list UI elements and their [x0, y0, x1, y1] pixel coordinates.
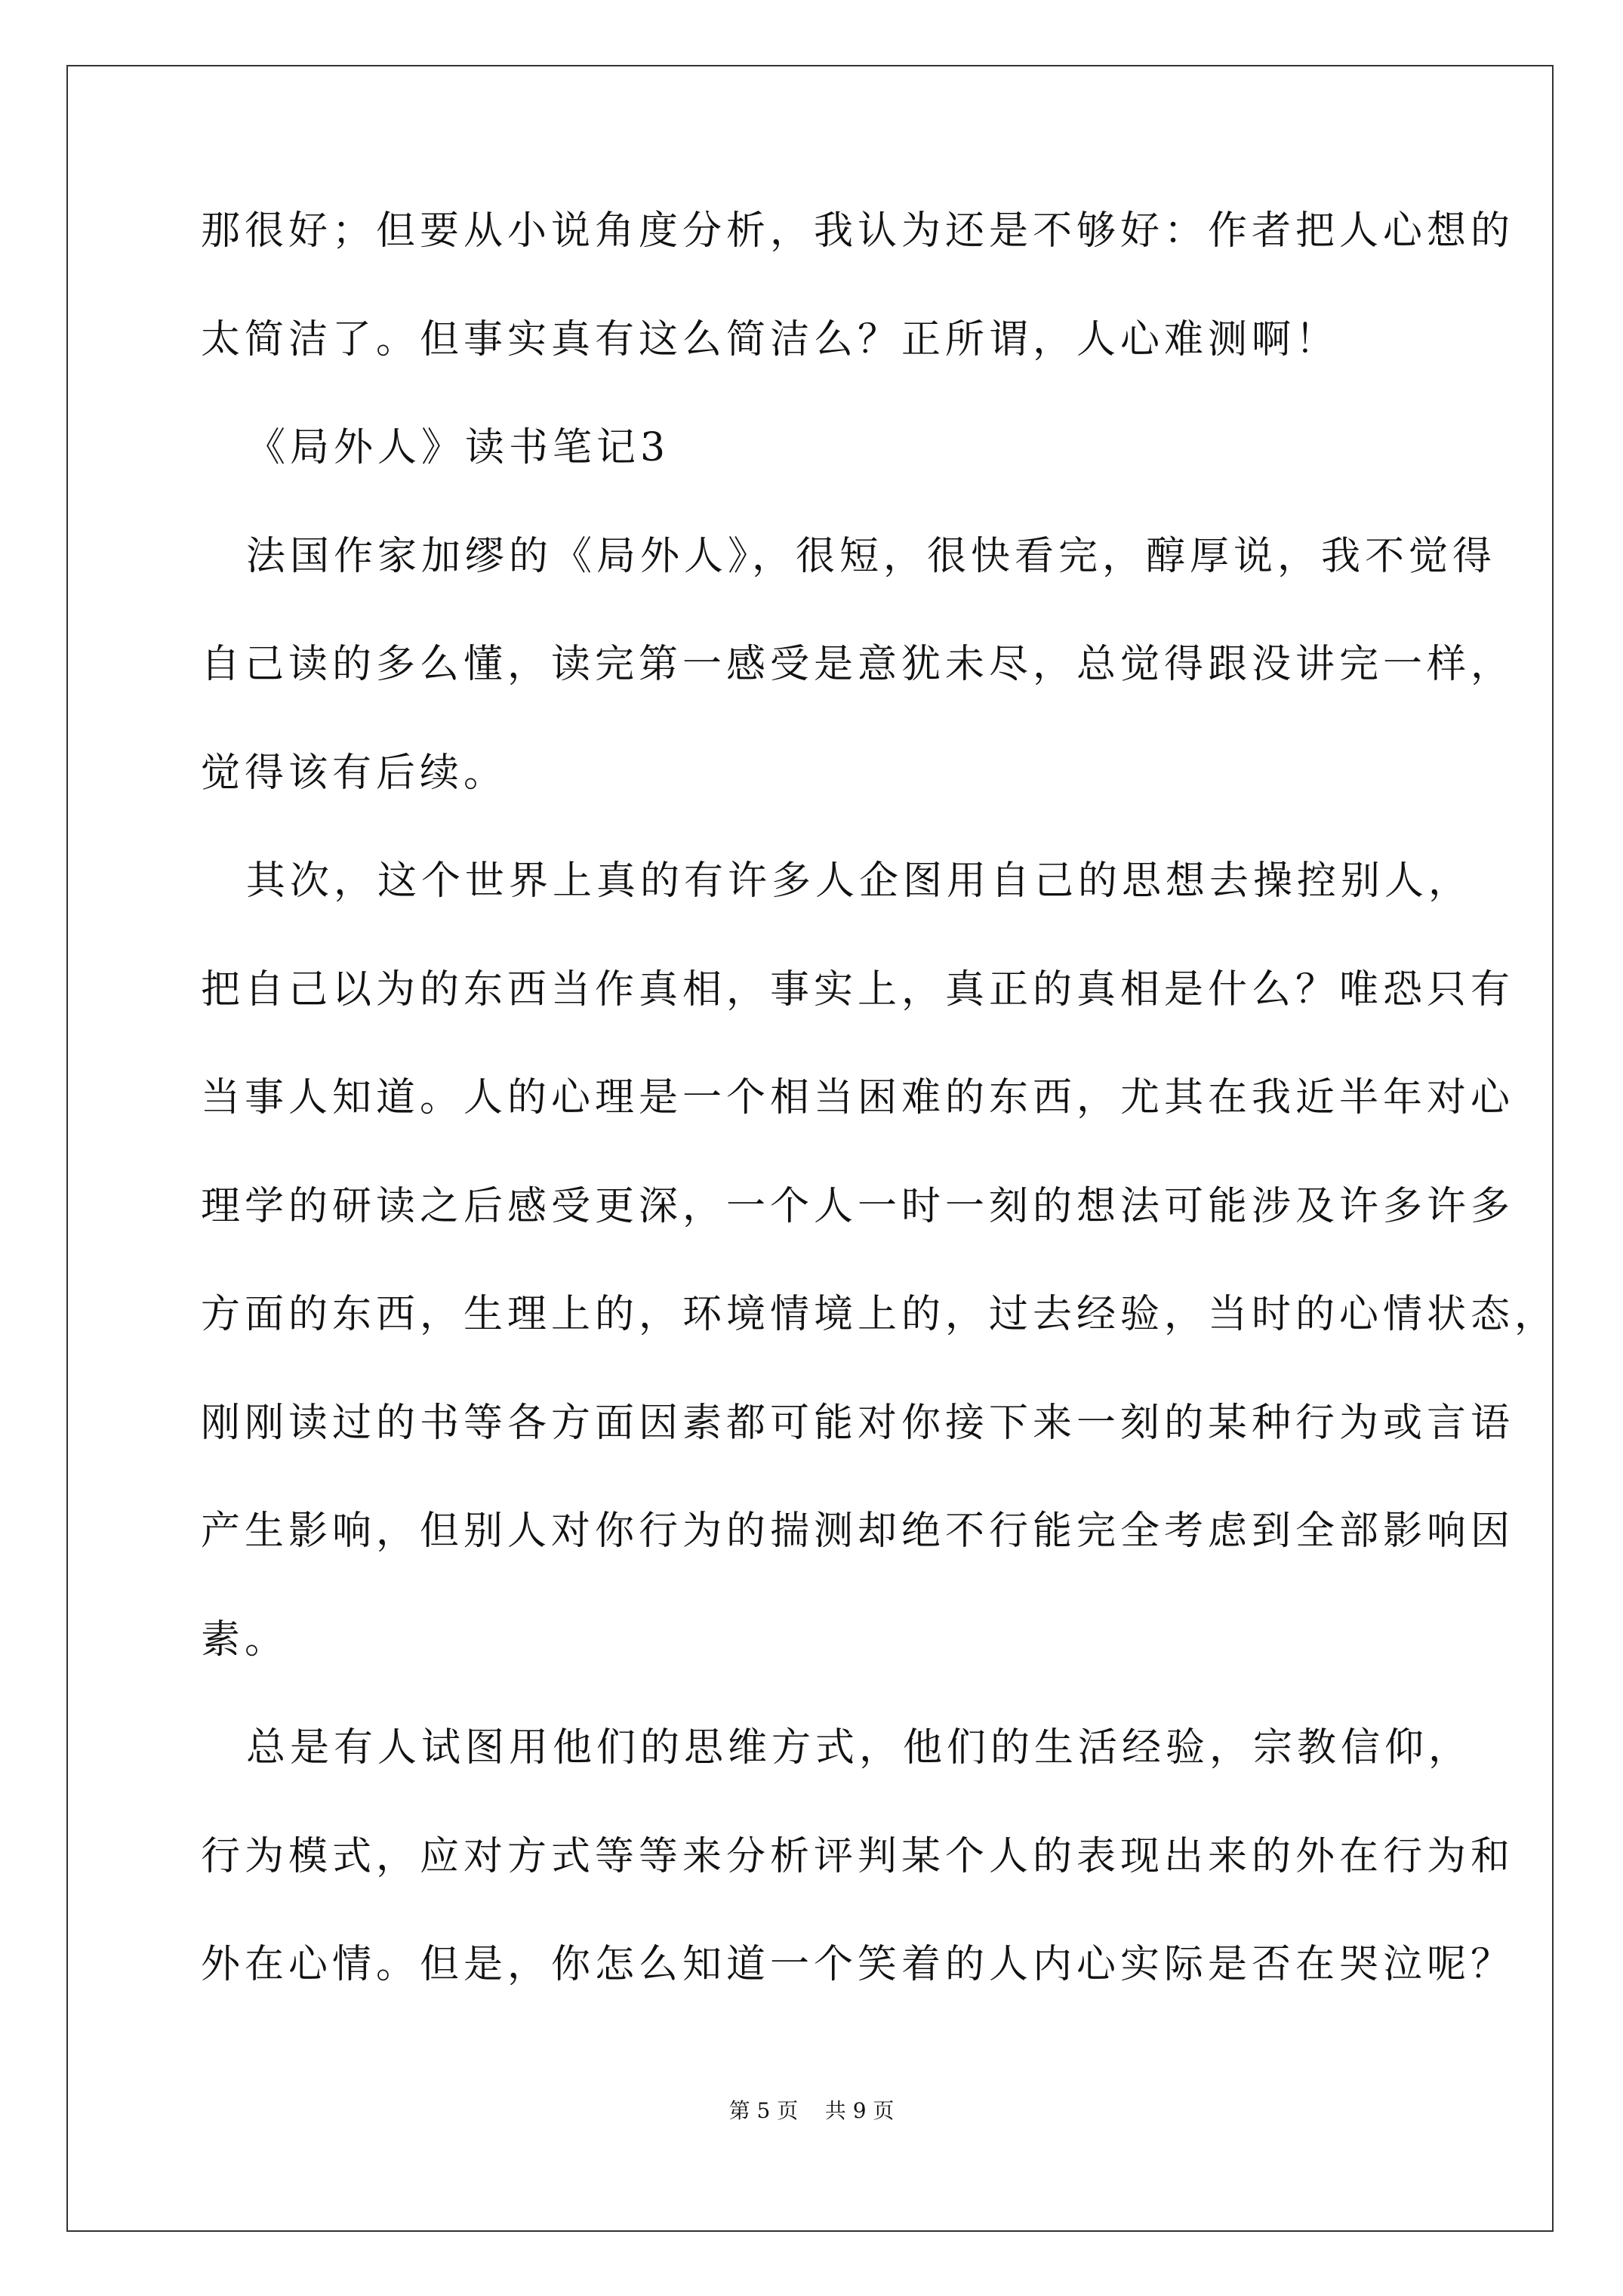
text-line: 行为模式，应对方式等等来分析评判某个人的表现出来的外在行为和 [201, 1834, 1515, 1879]
page-border [66, 65, 1554, 2232]
text-line: 觉得该有后续。 [201, 750, 508, 796]
text-line: 方面的东西，生理上的，环境情境上的，过去经验，当时的心情状态， [201, 1292, 1559, 1337]
text-line: 当事人知道。人的心理是一个相当困难的东西，尤其在我近半年对心 [201, 1075, 1515, 1120]
text-line: 太简洁了。但事实真有这么简洁么？正所谓，人心难测啊！ [201, 317, 1340, 362]
paragraph-start-line: 总是有人试图用他们的思维方式，他们的生活经验，宗教信仰， [246, 1725, 1473, 1771]
text-line: 产生影响，但别人对你行为的揣测却绝不行能完全考虑到全部影响因 [201, 1509, 1515, 1554]
text-line: 素。 [201, 1617, 289, 1663]
section-heading: 《局外人》读书笔记3 [246, 425, 670, 470]
text-line: 理学的研读之后感受更深，一个人一时一刻的想法可能涉及许多许多 [201, 1184, 1515, 1229]
text-line: 刚刚读过的书等各方面因素都可能对你接下来一刻的某种行为或言语 [201, 1401, 1515, 1446]
text-line: 把自己以为的东西当作真相，事实上，真正的真相是什么？唯恐只有 [201, 967, 1515, 1012]
paragraph-start-line: 法国作家加缪的《局外人》，很短，很快看完，醇厚说，我不觉得 [246, 534, 1497, 579]
paragraph-start-line: 其次，这个世界上真的有许多人企图用自己的思想去操控别人， [246, 858, 1473, 904]
text-line: 外在心情。但是，你怎么知道一个笑着的人内心实际是否在哭泣呢？ [201, 1942, 1515, 1987]
text-line: 那很好；但要从小说角度分析，我认为还是不够好：作者把人心想的 [201, 208, 1515, 254]
text-line: 自己读的多么懂，读完第一感受是意犹未尽，总觉得跟没讲完一样， [201, 642, 1515, 687]
page-number-footer: 第 5 页 共 9 页 [728, 2098, 895, 2123]
